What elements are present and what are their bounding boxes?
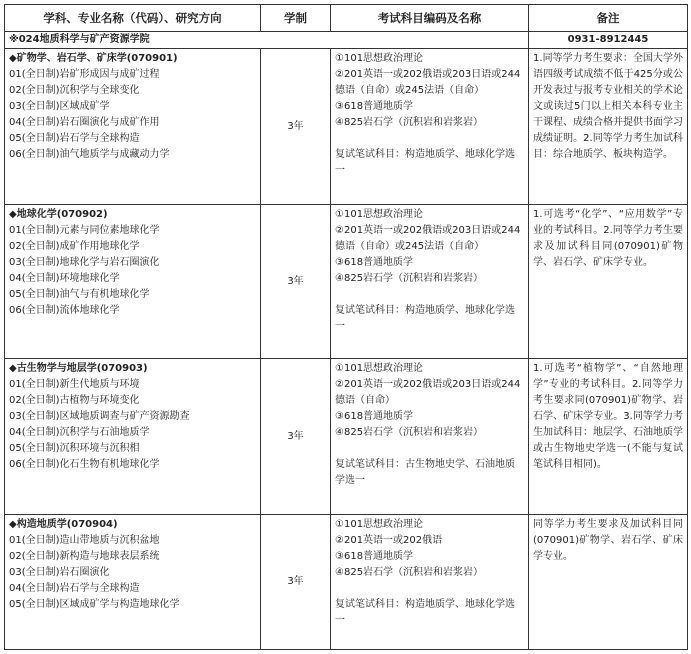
direction-item: 04(全日制)沉积学与石油地质学 (9, 427, 150, 438)
notes-text: 同等学力考生要求及加试科目同(070901)矿物学、岩石学、矿床学专业。 (533, 519, 683, 562)
subject-item: ①101思想政治理论 (335, 363, 424, 374)
subject-item: ③618普通地质学 (335, 551, 414, 562)
notes-cell (529, 49, 688, 205)
header-notes: 备注 (529, 5, 688, 32)
direction-item: 02(全日制)古植物与环境变化 (9, 395, 140, 406)
direction-item: 02(全日制)成矿作用地球化学 (9, 241, 140, 252)
direction-item: 03(全日制)岩石圈演化 (9, 567, 110, 578)
direction-item: 05(全日制)油气与有机地球化学 (9, 289, 150, 300)
header-years: 学制 (261, 5, 331, 32)
major-row (5, 515, 688, 650)
retest-subjects: 复试笔试科目：构造地质学、地球化学选一 (335, 305, 515, 332)
school-name: ※024地质科学与矿产资源学院 (5, 32, 529, 49)
subjects-cell (331, 359, 529, 515)
major-cell (5, 49, 261, 205)
direction-item: 04(全日制)环境地球化学 (9, 273, 120, 284)
subjects-cell (331, 205, 529, 359)
direction-item: 03(全日制)区域地质调查与矿产资源勘查 (9, 411, 190, 422)
direction-item: 01(全日制)新生代地质与环境 (9, 379, 140, 390)
subject-item: ①101思想政治理论 (335, 209, 424, 220)
subject-item: ④825岩石学（沉积岩和岩浆岩） (335, 117, 484, 128)
subject-item: ①101思想政治理论 (335, 53, 424, 64)
notes-text: 1.可选考“化学”、“应用数学”专业的考试科目。2.同等学力考生要求及加试科目同(070901)矿物学、岩石学、矿床学专业。 (533, 209, 683, 268)
retest-subjects: 复试笔试科目：构造地质学、地球化学选一 (335, 599, 515, 626)
direction-item: 05(全日制)区域成矿学与构造地球化学 (9, 599, 180, 610)
direction-item: 05(全日制)岩石学与全球构造 (9, 133, 140, 144)
major-cell (5, 515, 261, 650)
major-row (5, 49, 688, 205)
notes-cell (529, 515, 688, 650)
major-title: ◆矿物学、岩石学、矿床学(070901) (9, 53, 178, 64)
direction-item: 03(全日制)区域成矿学 (9, 101, 110, 112)
direction-item: 06(全日制)流体地球化学 (9, 305, 120, 316)
major-row (5, 359, 688, 515)
notes-text: 1.同等学力考生要求：全国大学外语四级考试成绩不低于425分或公开发表过与报考专业相关的学术论文或读过5门以上相关本科专业主干课程、成绩合格并提供书面学习成绩证明。2.同等学力考生加试科目：综合地质学、板块构造学。 (533, 53, 683, 160)
notes-text: 1.可选考“植物学”、“自然地理学”专业的考试科目。2.同等学力考生要求同(070901)矿物学、岩石学、矿床学专业。3.同等学力考生加试科目：地层学、石油地质学或古生物地史学选一(不能与复试笔试科目相同)。 (533, 363, 683, 470)
direction-item: 02(全日制)新构造与地球表层系统 (9, 551, 160, 562)
direction-item: 04(全日制)岩石圈演化与成矿作用 (9, 117, 160, 128)
subject-item: ①101思想政治理论 (335, 519, 424, 530)
major-title: ◆地球化学(070902) (9, 209, 108, 220)
major-row (5, 205, 688, 359)
direction-item: 04(全日制)岩石学与全球构造 (9, 583, 140, 594)
subject-item: ④825岩石学（沉积岩和岩浆岩） (335, 567, 484, 578)
years-cell: 3年 (261, 515, 331, 650)
notes-cell (529, 205, 688, 359)
header-subjects: 考试科目编码及名称 (331, 5, 529, 32)
major-cell (5, 359, 261, 515)
direction-item: 01(全日制)造山带地质与沉积盆地 (9, 535, 160, 546)
direction-item: 06(全日制)化石生物有机地球化学 (9, 459, 160, 470)
subject-item: ②201英语一或202俄语或203日语或244德语（自命） (335, 379, 521, 406)
subject-item: ②201英语一或202俄语 (335, 535, 443, 546)
subject-item: ②201英语一或202俄语或203日语或244德语（自命）或245法语（自命） (335, 69, 521, 96)
subject-item: ③618普通地质学 (335, 101, 414, 112)
school-phone: 0931-8912445 (529, 32, 688, 49)
direction-item: 01(全日制)元素与同位素地球化学 (9, 225, 160, 236)
subject-item: ②201英语一或202俄语或203日语或244德语（自命）或245法语（自命） (335, 225, 521, 252)
direction-item: 01(全日制)岩矿形成因与成矿过程 (9, 69, 160, 80)
subject-item: ④825岩石学（沉积岩和岩浆岩） (335, 273, 484, 284)
header-major: 学科、专业名称（代码）、研究方向 (5, 5, 261, 32)
subjects-cell (331, 49, 529, 205)
direction-item: 03(全日制)地球化学与岩石圈演化 (9, 257, 160, 268)
subject-item: ③618普通地质学 (335, 257, 414, 268)
years-cell: 3年 (261, 49, 331, 205)
direction-item: 05(全日制)沉积环境与沉积相 (9, 443, 140, 454)
major-title: ◆古生物学与地层学(070903) (9, 363, 148, 374)
direction-item: 02(全日制)沉积学与全球变化 (9, 85, 140, 96)
subject-item: ④825岩石学（沉积岩和岩浆岩） (335, 427, 484, 438)
major-title: ◆构造地质学(070904) (9, 519, 118, 530)
major-cell (5, 205, 261, 359)
admissions-table (4, 4, 688, 650)
header-row (5, 5, 688, 32)
notes-cell (529, 359, 688, 515)
subjects-cell (331, 515, 529, 650)
subject-item: ③618普通地质学 (335, 411, 414, 422)
years-cell: 3年 (261, 359, 331, 515)
years-cell: 3年 (261, 205, 331, 359)
school-row (5, 32, 688, 49)
retest-subjects: 复试笔试科目：构造地质学、地球化学选一 (335, 149, 515, 176)
direction-item: 06(全日制)油气地质学与成藏动力学 (9, 149, 170, 160)
retest-subjects: 复试笔试科目：古生物地史学、石油地质学选一 (335, 459, 515, 486)
